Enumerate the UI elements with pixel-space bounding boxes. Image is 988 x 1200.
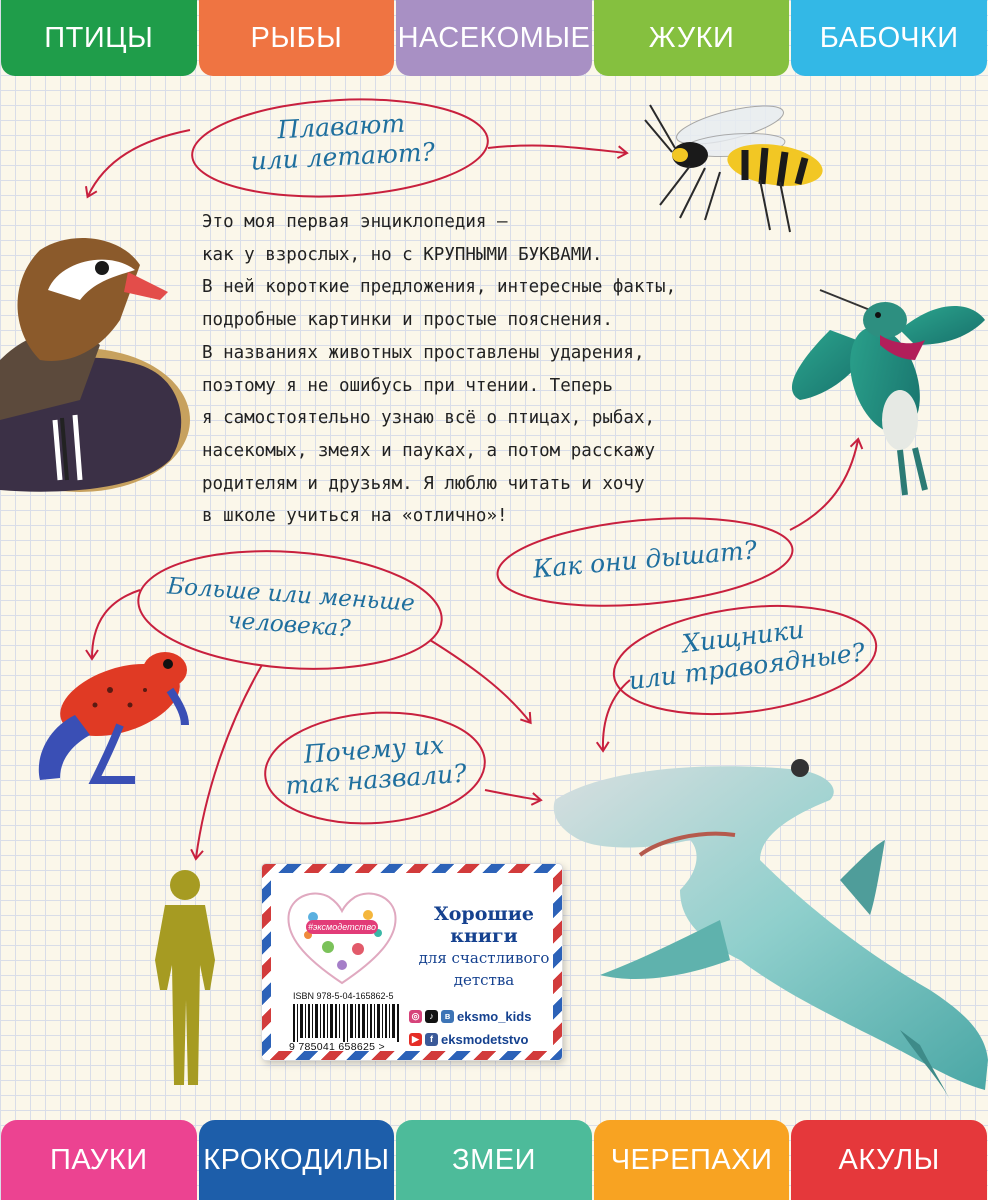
tab-spiders[interactable]: ПАУКИ [1, 1120, 197, 1200]
hammerhead-shark-illustration [554, 759, 988, 1100]
tiktok-icon: ♪ [425, 1010, 438, 1023]
tab-snakes[interactable]: ЗМЕИ [396, 1120, 592, 1200]
facebook-icon: f [425, 1033, 438, 1046]
bubble-swim-or-fly: Плавают или летают? [249, 108, 436, 176]
hashtag-label: #эксмодетство [307, 922, 377, 932]
intro-paragraph: Это моя первая энциклопедия — как у взрослых, но с КРУПНЫМИ БУКВАМИ. В ней короткие предложения, интересные факты, подробные картинки и простые пояснения. В названиях животных проставлены ударения, поэтому я не ошибусь при чтении. Теперь я самостоятельно узнаю всё о птицах, рыбах, насекомых, змеях и пауках, а потом расскажу родителям и друзьям. Я люблю читать и хочу в школе учиться на «отлично»! [202, 212, 677, 527]
tab-fish[interactable]: РЫБЫ [199, 0, 395, 76]
tab-turtles[interactable]: ЧЕРЕПАХИ [594, 1120, 790, 1200]
slogan-line-3: для счастливого [418, 949, 550, 967]
tab-beetles[interactable]: ЖУКИ [594, 0, 790, 76]
instagram-icon: ◎ [409, 1010, 422, 1023]
bubble-bigger-or-smaller: Больше или меньше человека? [166, 573, 416, 643]
heart-logo [283, 887, 401, 987]
social-row-1 [409, 1009, 531, 1024]
barcode [293, 1004, 401, 1042]
tab-sharks[interactable]: АКУЛЫ [791, 1120, 987, 1200]
youtube-icon: ▶ [409, 1033, 422, 1046]
slogan-line-2: книги [450, 925, 518, 947]
human-silhouette [155, 870, 215, 1085]
bottom-category-tabs [0, 1120, 988, 1200]
card-body [271, 873, 553, 1051]
tab-butterflies[interactable]: БАБОЧКИ [791, 0, 987, 76]
publisher-card [262, 864, 562, 1060]
social-handle-detstvo[interactable]: eksmodetstvo [441, 1032, 529, 1047]
bubble-predators-or-herbivores: Хищники или травоядные? [627, 614, 867, 696]
tab-crocodiles[interactable]: КРОКОДИЛЫ [199, 1120, 395, 1200]
social-handle-kids[interactable]: eksmo_kids [457, 1009, 532, 1024]
tab-birds[interactable]: ПТИЦЫ [1, 0, 197, 76]
bubble-why-named: Почему их так назвали? [284, 730, 468, 801]
slogan-line-4: детства [453, 971, 515, 989]
isbn-label: ISBN 978-5-04-165862-5 [293, 991, 394, 1001]
vk-icon: в [441, 1010, 454, 1023]
poison-frog-illustration [39, 650, 189, 780]
slogan-line-1: Хорошие [434, 903, 534, 925]
mandarin-duck-illustration [0, 238, 190, 492]
slogan [415, 903, 553, 991]
barcode-digits: 9 785041 658625 > [289, 1041, 385, 1053]
tab-insects[interactable]: НАСЕКОМЫЕ [396, 0, 592, 76]
social-row-2 [409, 1032, 528, 1047]
bubble-how-they-breathe: Как они дышат? [531, 535, 759, 584]
